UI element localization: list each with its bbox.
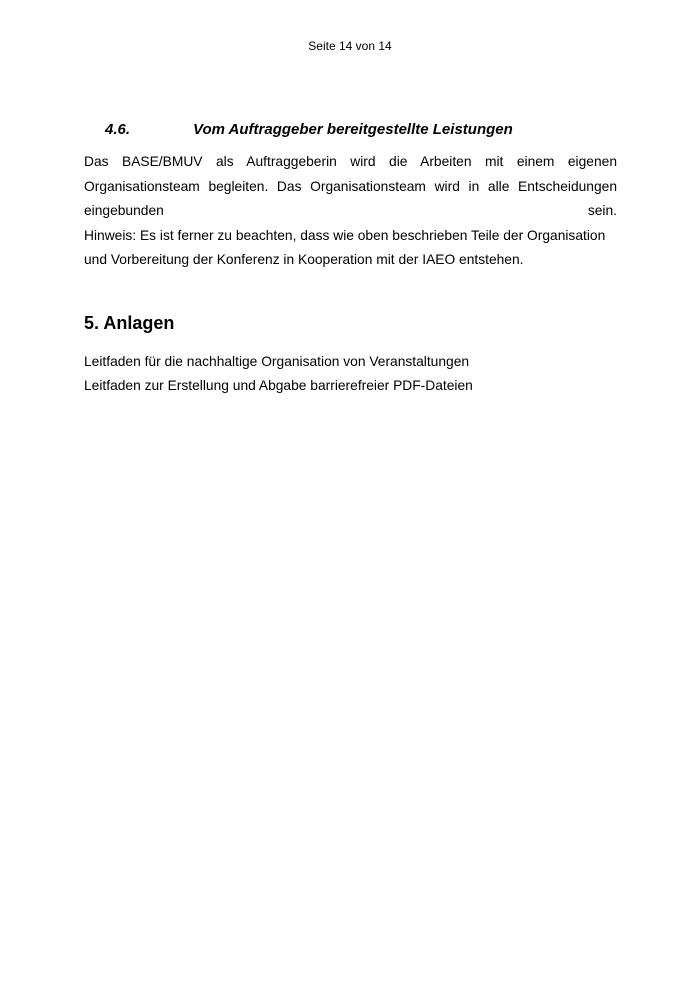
hinweis-line: Hinweis: Es ist ferner zu beachten, dass wie oben beschrieben Teile der Organisation	[84, 227, 606, 243]
attachment-list	[84, 350, 617, 399]
page-number-header: Seite 14 von 14	[308, 39, 392, 53]
section-heading-anlagen: 5. Anlagen	[84, 313, 175, 333]
section-number: 4.6.	[105, 121, 131, 138]
section-title: Vom Auftraggeber bereitgestellte Leistungen	[193, 121, 513, 138]
paragraph-line: Das BASE/BMUV als Auftraggeberin wird die Arbeiten mit einem eigenen	[84, 154, 617, 169]
attachment-item: Leitfaden zur Erstellung und Abgabe barrierefreier PDF-Dateien	[84, 378, 473, 394]
attachment-item: Leitfaden für die nachhaltige Organisation von Veranstaltungen	[84, 354, 470, 369]
section-heading-4-6	[105, 121, 617, 138]
body-paragraphs	[84, 150, 617, 273]
hinweis-line: und Vorbereitung der Konferenz in Kooperation mit der IAEO entstehen.	[84, 252, 524, 268]
paragraph-line-end: sein.	[587, 203, 617, 219]
paragraph-line	[84, 199, 617, 224]
paragraph-line-start: eingebunden	[84, 203, 164, 219]
paragraph-line: Organisationsteam begleiten. Das Organisationsteam wird in alle Entscheidungen	[84, 178, 617, 194]
